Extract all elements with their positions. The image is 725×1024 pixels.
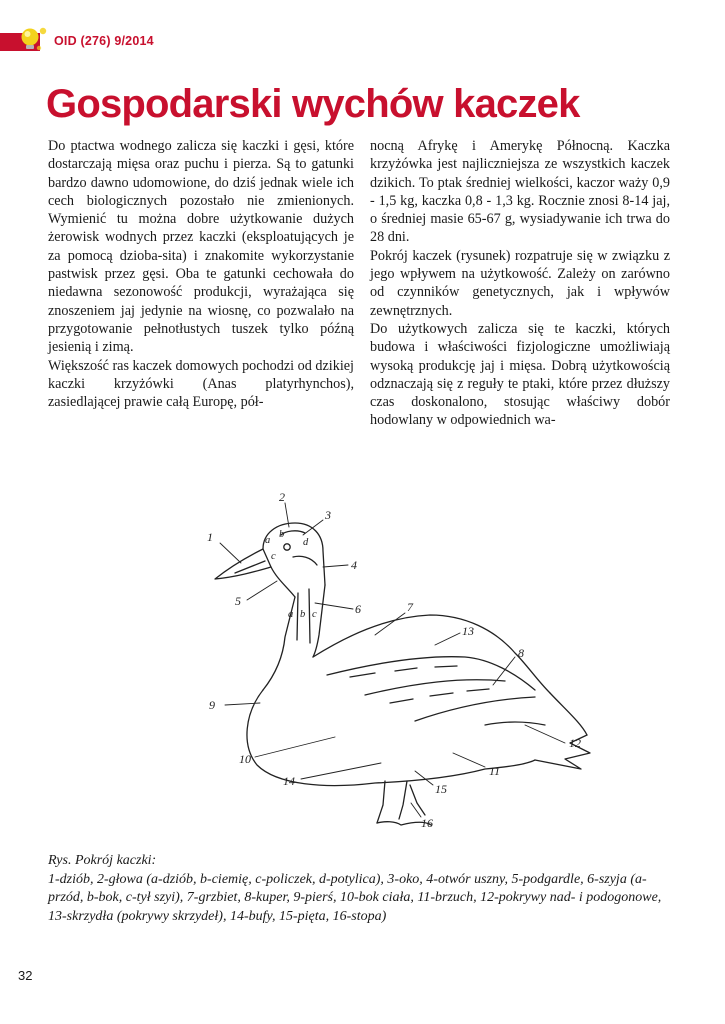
paragraph: nocną Afrykę i Amerykę Północną. Kaczka krzyżówka jest najliczniejsza ze wszystkich kaczek dzikich. To ptak średniej wielkości, kaczor waży 0,9 - 1,5 kg, kaczka 0,8 - 1,3 kg. Rocznie znosi 8-14 jaj, o średniej masie 65-67 g, wysiadywanie ich trwa do 28 dni.	[370, 138, 670, 246]
article-title: Gospodarski wychów kaczek	[46, 82, 580, 126]
head-letter: c	[271, 551, 276, 562]
neck-letter: c	[312, 609, 317, 620]
neck-letter: b	[300, 609, 306, 620]
figure-label: 11	[489, 764, 501, 778]
figure-label: 13	[462, 624, 474, 638]
figure-label: 16	[421, 816, 433, 830]
figure-label: 1	[207, 530, 213, 544]
figure-label: 3	[325, 508, 331, 522]
figure-label: 8	[518, 646, 524, 660]
figure-number-labels	[207, 490, 581, 830]
figure-label: 9	[209, 698, 215, 712]
figure-label: 12	[569, 736, 581, 750]
paragraph: Pokrój kaczek (rysunek) rozpatruje się w związku z jego wpływem na użytkowość. Zależy on zarówno od czynników genetycznych, jak i wpływów zewnętrznych.	[370, 247, 670, 319]
figure-label: 15	[435, 782, 447, 796]
figure-label: 7	[407, 600, 413, 614]
figure-label: 10	[239, 752, 251, 766]
figure-label: 6	[355, 602, 361, 616]
caption-text: 1-dziób, 2-głowa (a-dziób, b-ciemię, c-policzek, d-potylica), 3-oko, 4-otwór uszny, 5-podgardle, 6-szyja (a-przód, b-bok, c-tył szyi), 7-grzbiet, 8-kuper, 9-pierś, 10-bok ciała, 11-brzuch, 12-pokrywy nad- i podogonowe, 13-skrzydła (pokrywy skrzydeł), 14-bufy, 15-pięta, 16-stopa)	[48, 871, 662, 924]
head-letter: b	[279, 529, 285, 540]
paragraph: Do ptactwa wodnego zalicza się kaczki i gęsi, które dostarczają mięsa oraz puchu i pierza. Są to gatunki bardzo dawno udomowione, do dziś jednak wiele ich cech biologicznych pozostało nie zmienionych. Wymienić tu można dobre użytkowanie dużych żerowisk wodnych przez kaczki (eksploatujących je za pomocą dzioba-sita) i znakomite wykorzystanie pastwisk przez gęsi. Oba te gatunki cechowała do niedawna sezonowość produkcji, wyrażająca się znoszeniem jaj jedynie na wiosnę, co pozwalało na przygotowanie pełnotłustych tuszek tylko późną jesienią i zimą.	[48, 138, 354, 356]
head-letter: a	[265, 535, 271, 546]
duck-outline	[215, 523, 590, 825]
head-letter: d	[303, 537, 309, 548]
figure-caption	[48, 852, 672, 926]
issue-label: OID (276) 9/2014	[54, 34, 154, 48]
duck-diagram	[185, 485, 605, 830]
right-column	[370, 137, 670, 430]
paragraph: Większość ras kaczek domowych pochodzi od dzikiej kaczki krzyżówki (Anas platyrhynchos), zasiedlającej prawie całą Europę, pół-	[48, 357, 354, 411]
bulb-logo-icon	[20, 24, 50, 54]
caption-title: Rys. Pokrój kaczki:	[48, 853, 157, 868]
paragraph: Do użytkowych zalicza się te kaczki, których budowa i właściwości fizjologiczne umożliwiają wysoką produkcję jaj i mięsa. Dobrą użytkowością odznaczają się z reguły te ptaki, które przez dłuższy czas doskonalono, stosując właściwy dobór hodowlany w odpowiednich wa-	[370, 320, 670, 429]
figure-label: 2	[279, 490, 285, 504]
neck-letter: a	[288, 609, 294, 620]
figure-label: 14	[283, 774, 295, 788]
figure-label: 5	[235, 594, 241, 608]
page-number: 32	[18, 968, 33, 983]
figure-label: 4	[351, 558, 357, 572]
left-column	[48, 137, 354, 411]
